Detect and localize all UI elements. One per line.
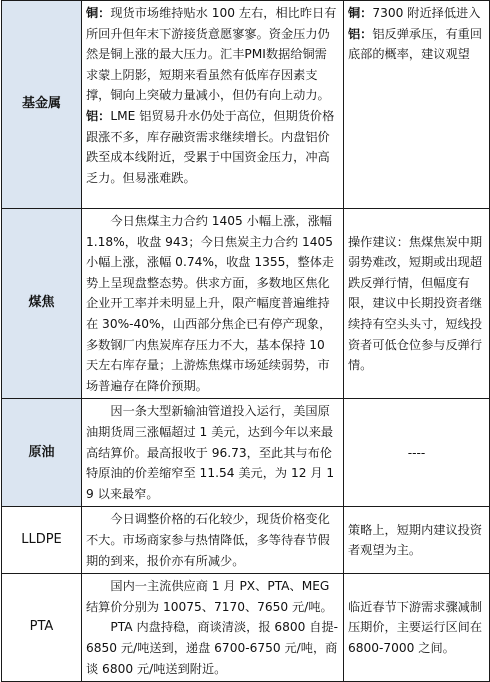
analysis-crude-oil (82, 399, 344, 507)
commodity-commentary-table (1, 0, 490, 682)
aluminum-view-label: 铝： (348, 26, 373, 41)
coal-coke-analysis-text: 今日焦煤主力合约 1405 小幅上涨，涨幅 1.18%，收盘 943；今日焦炭主力合约 1405 小幅上涨，涨幅 0.74%，收盘 1355，整体走势上呈现盘整态势。供求方面，多数地区焦化企业开工率并未明显上升，限产幅度普遍维持在 30%-40%，山西部分焦企已有停产现象，多数钢厂内焦炭库存压力不大，基本保持 10 天左右库存量；上游炼焦煤市场延续弱势，市场普遍存在降价预期。 (86, 214, 335, 393)
aluminum-analysis-text: LME 铝贸易升水仍处于高位，但期货价格跟涨不多，库存融资需求继续增长。内盘铝价跌至成本线附近，受累于中国资金压力，冲高乏力。但易涨难跌。 (86, 108, 335, 185)
row-name-crude-oil: 原油 (2, 399, 82, 507)
aluminum-analysis (86, 106, 339, 188)
row-name-base-metals: 基金属 (2, 1, 82, 209)
analysis-base-metals (82, 1, 344, 209)
row-name-lldpe: LLDPE (2, 507, 82, 574)
view-base-metals (344, 1, 490, 209)
copper-analysis (86, 3, 339, 106)
pta-analysis-settlement: 国内一主流供应商 1 月 PX、PTA、MEG 结算价分别为 10075、7170、7650 元/吨。 (86, 579, 333, 614)
crude-oil-view-text: ---- (407, 445, 426, 460)
view-crude-oil (344, 399, 490, 507)
analysis-lldpe (82, 507, 344, 574)
table-row-base-metals (2, 1, 490, 209)
analysis-coal-coke (82, 209, 344, 399)
table-row-coal-coke (2, 209, 490, 399)
copper-analysis-text: 现货市场维持贴水 100 左右，相比昨日有所回升但年末下游接货意愿寥寥。资金压力仍然是铜上涨的最大压力。汇丰PMI数据给铜需求蒙上阴影，短期来看虽然有低库存因素支撑，铜向上突破力量减小，但仍有向上动力。 (86, 6, 337, 103)
copper-view-label: 铜： (348, 6, 373, 20)
coal-coke-view-text: 操作建议：焦煤焦炭中期弱势难改，短期或出现超跌反弹行情，但幅度有限，建议中长期投资者继续持有空头头寸，短线投资者可低仓位参与反弹行情。 (348, 234, 483, 373)
lldpe-view-text: 策略上，短期内建议投资者观望为主。 (348, 522, 483, 558)
view-pta (344, 574, 490, 682)
view-coal-coke (344, 209, 490, 399)
lldpe-analysis-text: 今日调整价格的石化较少，现货价格变化不大。市场商家参与热情降低，多等待春节假期的到来，报价亦有所减少。 (86, 512, 330, 568)
table-row-crude-oil (2, 399, 490, 507)
pta-analysis-market: PTA 内盘持稳，商谈清淡，报 6800 自提-6850 元/吨送到，递盘 6700-6750 元/吨，商谈 6800 元/吨送到附近。 (86, 620, 339, 676)
crude-oil-analysis-text: 因一条大型新输油管道投入运行，美国原油期货周三涨幅超过 1 美元，达到今年以来最高结算价。最高报收于 96.73，至此其与布伦特原油的价差缩窄至 11.54 美元，为 12 月 19 以来最窄。 (86, 404, 335, 501)
view-lldpe (344, 507, 490, 574)
table-row-pta (2, 574, 490, 682)
row-name-coal-coke: 煤焦 (2, 209, 82, 399)
copper-label: 铜： (86, 6, 111, 20)
table-row-lldpe (2, 507, 490, 574)
copper-view-text: 7300 附近择低进入 (372, 6, 481, 20)
row-name-pta: PTA (2, 574, 82, 682)
copper-view (348, 3, 485, 24)
pta-view-text: 临近春节下游需求骤减制压期价，主要运行区间在 6800-7000 之间。 (348, 599, 483, 655)
aluminum-view-text: 铝反弹承压，有重回底部的概率，建议观望 (348, 26, 483, 62)
analysis-pta (82, 574, 344, 682)
aluminum-label: 铝： (86, 108, 111, 123)
aluminum-view (348, 24, 485, 65)
